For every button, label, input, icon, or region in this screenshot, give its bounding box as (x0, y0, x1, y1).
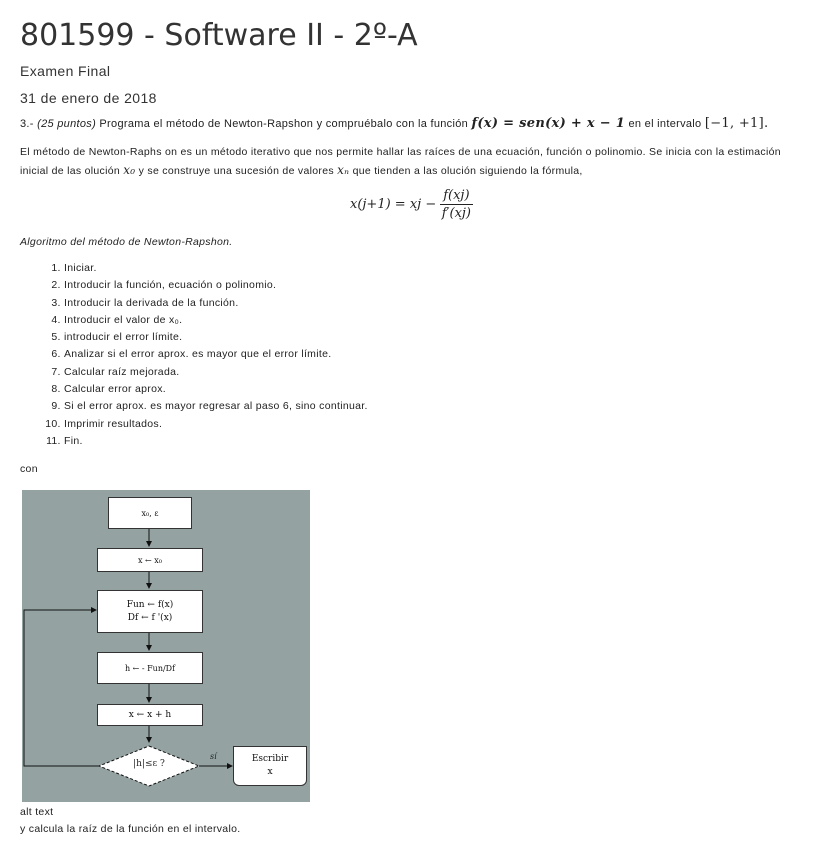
function-formula: f(x) = sen(x) + x − 1 (471, 116, 626, 131)
description-text-2: y se construye una sucesión de valores (138, 165, 334, 177)
page-title: 801599 - Software II - 2º-A (20, 18, 418, 53)
list-item: 9. Si el error aprox. es mayor regresar al paso 6, sino continuar. (64, 398, 810, 415)
newton-formula (20, 186, 810, 230)
interval-text: en el intervalo (628, 118, 702, 130)
problem-statement (20, 116, 810, 131)
flow-fun-line: Fun ← f(x) (126, 599, 174, 610)
list-item: 10. Imprimir resultados. (64, 416, 810, 433)
flow-output-box (233, 746, 307, 786)
description-text-3: que tienden a las olución siguiendo la fórmula, (352, 165, 583, 177)
flow-h-box: h ← - Fun/Df (97, 652, 203, 684)
problem-number: 3.- (20, 118, 34, 130)
flow-input-box: x₀, ε (108, 497, 192, 529)
flow-decision-label: |h|≤ε ? (133, 759, 165, 769)
list-item: 8. Calcular error aprox. (64, 381, 810, 398)
image-alt-text: alt text (20, 806, 54, 818)
flow-assign-box: x ← x₀ (97, 548, 203, 572)
list-item: 5. introducir el error límite. (64, 329, 810, 346)
x0-symbol: x₀ (123, 163, 136, 177)
flowchart-image (22, 490, 310, 802)
list-item: 4. Introducir el valor de x₀. (64, 312, 810, 329)
flow-output-line1: Escribir (251, 754, 289, 764)
exam-page (20, 18, 810, 835)
problem-points: (25 puntos) (37, 118, 97, 130)
formula-fraction (440, 188, 472, 221)
exam-date: 31 de enero de 2018 (20, 90, 157, 106)
description-text-1: El método de Newton-Raphs on es un método iterativo que nos permite hallar las raíces de una ecuación, función o polinomio. Se inicia con la estimación inicial de las olución (20, 146, 781, 177)
list-item: 2. Introducir la función, ecuación o polinomio. (64, 277, 810, 294)
flow-update-box: x ← x + h (97, 704, 203, 726)
xn-symbol: xₙ (337, 163, 350, 177)
algorithm-steps (20, 260, 810, 450)
interval-formula: [−1, +1]. (704, 116, 769, 131)
formula-numerator: f(xj) (440, 188, 472, 205)
list-item: 6. Analizar si el error aprox. es mayor que el error límite. (64, 346, 810, 363)
list-item: 1. Iniciar. (64, 260, 810, 277)
flow-output-line2: x (267, 767, 273, 777)
con-label: con (20, 463, 38, 476)
algorithm-title: Algoritmo del método de Newton-Rapshon. (20, 236, 233, 248)
formula-denominator: f′(xj) (441, 206, 472, 221)
list-item: 3. Introducir la derivada de la función. (64, 295, 810, 312)
problem-text: Programa el método de Newton-Rapshon y compruébalo con la función (99, 118, 469, 130)
flow-function-box (97, 590, 203, 633)
list-item: 11. Fin. (64, 433, 810, 450)
formula-lhs: x(j+1) = xj − (350, 197, 437, 212)
flow-yes-label: sí (210, 752, 217, 761)
list-item: 7. Calcular raíz mejorada. (64, 364, 810, 381)
closing-text: y calcula la raíz de la función en el intervalo. (20, 823, 241, 835)
flow-df-line: Df ← f '(x) (127, 612, 173, 623)
method-description (20, 143, 810, 180)
exam-subtitle: Examen Final (20, 63, 111, 79)
